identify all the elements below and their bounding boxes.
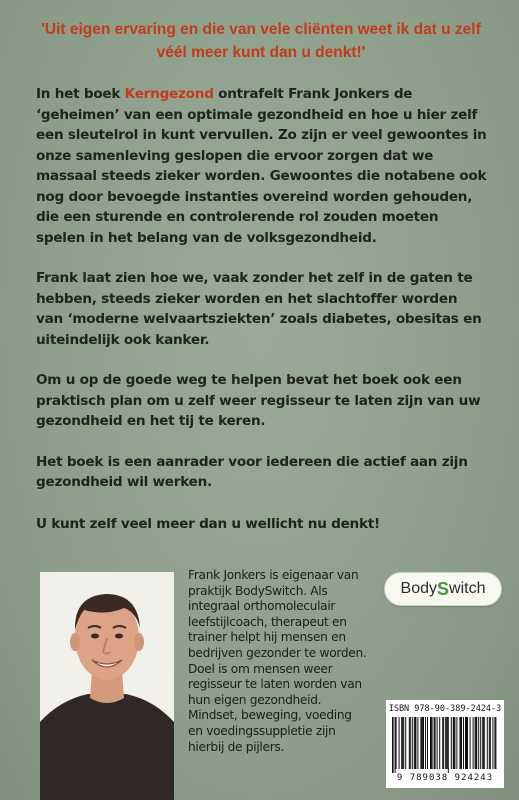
barcode-bar [427, 717, 428, 769]
barcode-bar [482, 717, 483, 769]
barcode-number: 9 789038 924243 [396, 773, 494, 783]
barcode-bar [402, 717, 403, 769]
barcode-bar [460, 717, 462, 769]
barcode-bar [422, 717, 424, 769]
barcode-bar [448, 717, 449, 773]
barcode-bar [463, 717, 464, 769]
author-bio: Frank Jonkers is eigenaar van praktijk BodySwitch. Als integraal orthomoleculair leefstijlcoach, therapeut en trainer helpt hij mensen en bedrijven gezonder te worden. Doel is om mensen weer regisseur te laten worden van hun eigen gezondheid. Mindset, beweging, voeding en voedingssuppletie zijn hierbij de pijlers. [188, 568, 367, 754]
barcode-bar [466, 717, 467, 769]
barcode-bar [454, 717, 455, 769]
blurb-paragraph-3: Om u op de goede weg te helpen bevat het boek ook een praktisch plan om u zelf weer regisseur te laten zijn van uw gezondheid en het tij te keren. [36, 372, 481, 429]
barcode-bar [443, 717, 444, 769]
barcode-bar [420, 717, 421, 769]
intro-before: In het boek [36, 86, 125, 102]
book-title: Kerngezond [124, 86, 214, 102]
blurb [36, 84, 488, 513]
barcode-bar [410, 717, 411, 769]
barcode-bar [492, 717, 493, 769]
barcode-bar [487, 717, 488, 769]
author-photo [40, 572, 174, 800]
barcode-bar [447, 717, 448, 769]
barcode-bar [439, 717, 440, 769]
barcode-bar [399, 717, 400, 769]
barcode-bar [480, 717, 481, 769]
barcode-bar [442, 717, 443, 769]
barcode-bar [467, 717, 468, 769]
barcode-bar [425, 717, 426, 769]
barcode-bar [494, 717, 495, 769]
barcode-bar [483, 717, 485, 769]
barcode-bar [401, 717, 402, 769]
blurb-paragraph-2: Frank laat zien hoe we, vaak zonder het zelf in de gaten te hebben, steeds zieker worden en het slachtoffer worden van ‘moderne welvaartsziekten’ zoals diabetes, obesitas en uiteindelijk ook kanker. [36, 270, 482, 348]
barcode-bar [417, 717, 418, 769]
barcode-bar [476, 717, 478, 769]
barcode-bar [396, 717, 397, 769]
barcode-bar [470, 717, 471, 769]
bodyswitch-logo [384, 572, 502, 606]
barcode-bar [421, 717, 422, 769]
barcode-bar [490, 717, 491, 769]
logo-text-s: S [437, 578, 450, 599]
blurb-paragraph-1 [36, 84, 488, 248]
intro-after: ontrafelt Frank Jonkers de ‘geheimen’ van een optimale gezondheid en hoe u hier zelf een sleutelrol in kunt vervullen. Zo zijn er veel gewoontes in onze samenleving geslopen die ervoor zorgen dat we massaal steeds zieker worden. Gewoontes die notabene ook nog door bevoegde instanties overeind worden gehouden, die een sturende en controlerende rol zouden moeten spelen in het belang van de volksgezondheid. [36, 86, 487, 246]
blurb-paragraph-4: Het boek is een aanrader voor iedereen die actief aan zijn gezondheid wil werken. [36, 453, 468, 490]
cover-quote: 'Uit eigen ervaring en die van vele cliënten weet ik dat u zelf véél meer kunt dan u denkt!' [41, 21, 481, 61]
barcode-bar [435, 717, 436, 769]
barcode-bar [453, 717, 455, 769]
barcode-bar [392, 717, 394, 773]
barcode-bars-icon [392, 717, 498, 773]
barcode-bar [459, 717, 460, 769]
barcode-bar [412, 717, 413, 769]
barcode-bar [415, 717, 417, 769]
barcode-bar [495, 717, 496, 769]
logo-text-body: Body [400, 580, 437, 597]
barcode-bar [478, 717, 479, 769]
barcode-bar [403, 717, 404, 769]
barcode-bar [434, 717, 435, 769]
barcode-bar [489, 717, 490, 769]
tagline: U kunt zelf veel meer dan u wellicht nu denkt! [36, 516, 380, 532]
barcode-bar [409, 717, 410, 769]
barcode-bar [405, 717, 406, 769]
barcode-bar [475, 717, 476, 769]
author-portrait-illustration [40, 572, 174, 800]
barcode-bar [432, 717, 433, 769]
barcode-bar [395, 717, 396, 773]
barcode-bar [456, 717, 457, 769]
barcode-bar [465, 717, 466, 769]
barcode-bar [473, 717, 474, 769]
barcode-bar [451, 717, 452, 769]
isbn-barcode [386, 700, 504, 788]
isbn-label: ISBN 978-90-389-2424-3 [388, 704, 502, 714]
barcode-bar [414, 717, 415, 769]
barcode-bar [445, 717, 447, 769]
barcode-bar [437, 717, 438, 769]
logo-text-witch: witch [449, 580, 486, 597]
barcode-bar [430, 717, 432, 769]
